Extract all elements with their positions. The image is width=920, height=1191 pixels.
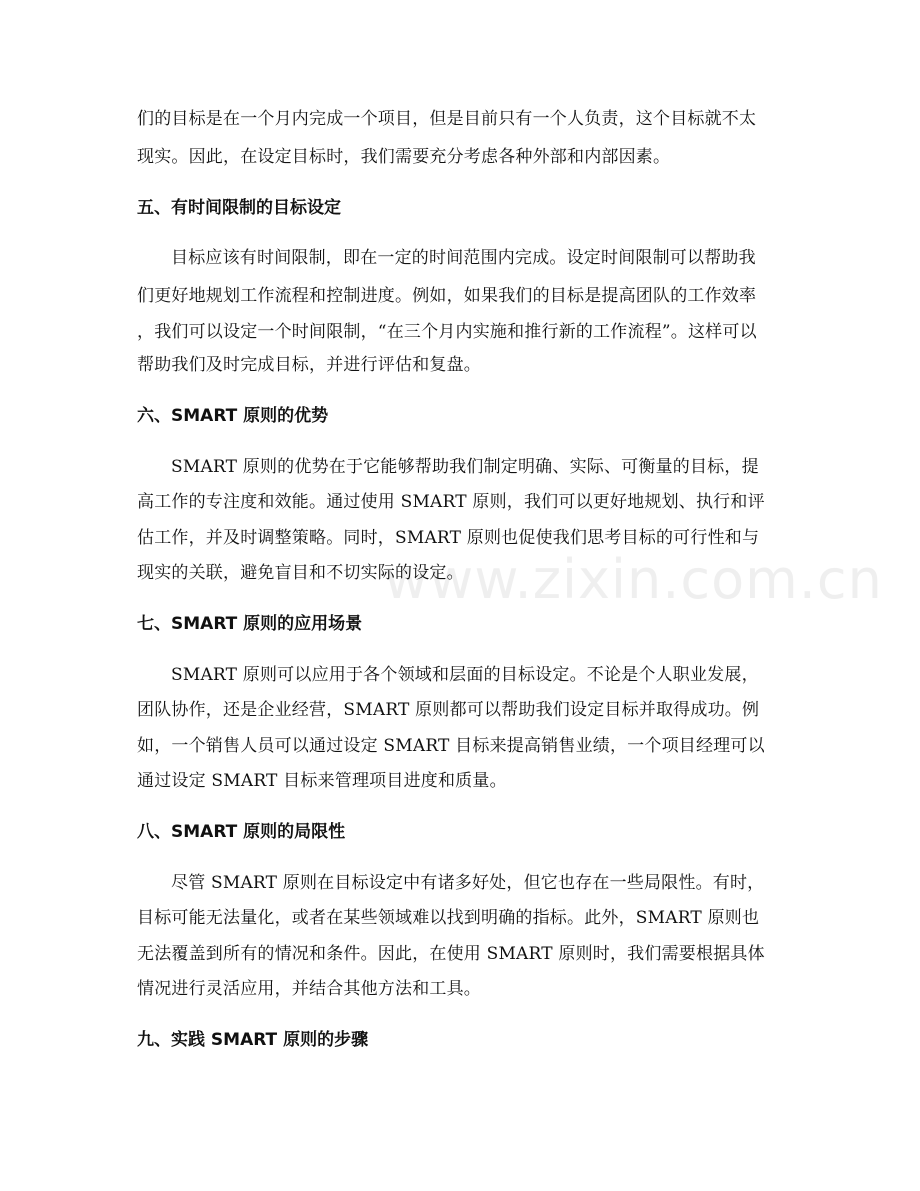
paragraph-line: 估工作，并及时调整策略。同时，SMART 原则也促使我们思考目标的可行性和与: [137, 528, 760, 548]
section-heading-6: 六、SMART 原则的优势: [137, 406, 329, 426]
paragraph-line: 目标可能无法量化，或者在某些领域难以找到明确的指标。此外，SMART 原则也: [137, 908, 760, 928]
paragraph-line: SMART 原则的优势在于它能够帮助我们制定明确、实际、可衡量的目标，提: [171, 457, 759, 477]
paragraph-line: 无法覆盖到所有的情况和条件。因此，在使用 SMART 原则时，我们需要根据具体: [137, 944, 765, 964]
paragraph-line: 帮助我们及时完成目标，并进行评估和复盘。: [137, 355, 481, 375]
paragraph-line: 情况进行灵活应用，并结合其他方法和工具。: [137, 979, 481, 999]
paragraph-line: 如，一个销售人员可以通过设定 SMART 目标来提高销售业绩，一个项目经理可以: [137, 736, 765, 756]
paragraph-line: SMART 原则可以应用于各个领域和层面的目标设定。不论是个人职业发展，: [171, 665, 759, 685]
paragraph-line: ，我们可以设定一个时间限制，“在三个月内实施和推行新的工作流程”。这样可以: [137, 322, 757, 342]
section-heading-9: 九、实践 SMART 原则的步骤: [137, 1030, 369, 1050]
section-heading-5: 五、有时间限制的目标设定: [137, 198, 341, 218]
paragraph-line: 现实。因此，在设定目标时，我们需要充分考虑各种外部和内部因素。: [137, 147, 671, 167]
section-heading-7: 七、SMART 原则的应用场景: [137, 614, 363, 634]
paragraph-line: 高工作的专注度和效能。通过使用 SMART 原则，我们可以更好地规划、执行和评: [137, 492, 765, 512]
paragraph-line: 目标应该有时间限制，即在一定的时间范围内完成。设定时间限制可以帮助我: [171, 248, 756, 268]
watermark: www.zixin.com.cn: [384, 548, 883, 611]
paragraph-line: 尽管 SMART 原则在目标设定中有诸多好处，但它也存在一些局限性。有时，: [171, 873, 765, 893]
paragraph-line: 们更好地规划工作流程和控制进度。例如，如果我们的目标是提高团队的工作效率: [137, 286, 757, 306]
paragraph-line: 团队协作，还是企业经营，SMART 原则都可以帮助我们设定目标并取得成功。例: [137, 700, 760, 720]
section-heading-8: 八、SMART 原则的局限性: [137, 822, 346, 842]
paragraph-line: 通过设定 SMART 目标来管理项目进度和质量。: [137, 771, 507, 791]
paragraph-line: 现实的关联，避免盲目和不切实际的设定。: [137, 563, 464, 583]
paragraph-line: 们的目标是在一个月内完成一个项目，但是目前只有一个人负责，这个目标就不太: [137, 109, 757, 129]
